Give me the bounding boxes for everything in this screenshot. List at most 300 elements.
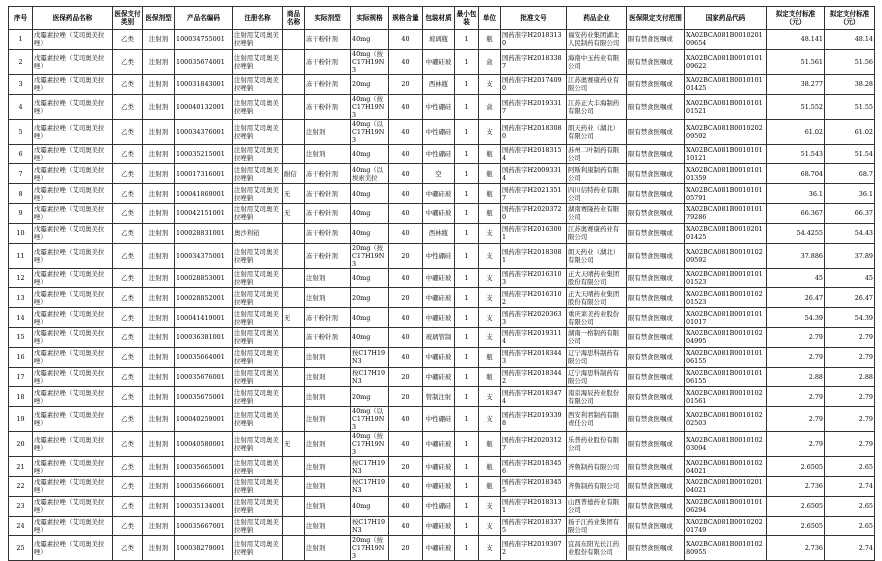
table-cell: 国药准字H20193114 xyxy=(501,327,567,347)
table-cell: 管制注射 xyxy=(423,387,455,407)
table-cell: 100035674001 xyxy=(175,49,233,74)
table-cell: 注射剂 xyxy=(305,516,351,536)
table-cell: 2.6505 xyxy=(767,496,825,516)
column-header: 最小包装 xyxy=(455,7,479,30)
table-cell: 37.886 xyxy=(767,243,825,268)
column-header: 包装材质 xyxy=(423,7,455,30)
table-cell: 支 xyxy=(479,407,501,432)
table-cell: 注射用艾司奥美拉唑钠 xyxy=(233,94,283,119)
table-cell: 2 xyxy=(9,49,33,74)
table-cell: 注射用艾司奥美拉唑钠 xyxy=(233,30,283,50)
table-cell: 66.37 xyxy=(825,203,875,223)
table-cell: 注射用艾司奥美拉唑钠 xyxy=(233,288,283,308)
table-cell xyxy=(283,268,305,288)
table-cell: 1 xyxy=(455,476,479,496)
table-cell: XA02BCA081B0010101 10121 xyxy=(685,144,767,164)
table-cell: XA02BCA081B0010101 05791 xyxy=(685,184,767,204)
table-cell: 四川信特药业有限公司 xyxy=(567,184,627,204)
table-cell: 辽宁海思科制药有限公司 xyxy=(567,347,627,367)
table-cell xyxy=(283,243,305,268)
table-cell: 100040259001 xyxy=(175,407,233,432)
table-cell: 瓶 xyxy=(479,144,501,164)
table-cell: 20mg xyxy=(351,74,389,94)
table-cell: 限有禁食医嘱或 xyxy=(627,432,685,457)
table-cell: 100028853001 xyxy=(175,268,233,288)
table-cell: 注射剂 xyxy=(143,308,175,328)
table-cell: 40 xyxy=(389,119,423,144)
table-cell: 注射用艾司奥美拉唑钠 xyxy=(233,184,283,204)
table-cell: 空 xyxy=(423,164,455,184)
table-cell: 注射剂 xyxy=(143,164,175,184)
table-cell: 冻干粉针剂 xyxy=(305,243,351,268)
table-cell: 48.141 xyxy=(767,30,825,50)
table-cell: 100031843001 xyxy=(175,74,233,94)
table-cell: 戊霉素拉唑（艾司奥美拉唑） xyxy=(33,49,113,74)
table-cell: 注射剂 xyxy=(305,457,351,477)
table-cell: 2.88 xyxy=(767,367,825,387)
table-cell: 51.54 xyxy=(825,144,875,164)
table-cell: 玻璃瓶 xyxy=(423,30,455,50)
table-cell: 1 xyxy=(455,327,479,347)
column-header: 序号 xyxy=(9,7,33,30)
table-cell: 注射剂 xyxy=(305,268,351,288)
table-row xyxy=(9,94,875,119)
table-cell: XA02BCA081B0010101 01521 xyxy=(685,94,767,119)
table-cell: 戊霉素拉唑（艾司奥美拉唑） xyxy=(33,30,113,50)
table-cell: 100035675001 xyxy=(175,387,233,407)
table-cell: 注射剂 xyxy=(305,144,351,164)
table-cell xyxy=(283,496,305,516)
table-cell: 注射用艾司奥美拉唑钠 xyxy=(233,496,283,516)
table-cell: 国药准字H20163103 xyxy=(501,268,567,288)
table-cell: 无 xyxy=(283,203,305,223)
table-cell: 无 xyxy=(283,184,305,204)
table-cell: 40 xyxy=(389,144,423,164)
table-cell: 1 xyxy=(455,74,479,94)
table-cell: 西林瓶 xyxy=(423,223,455,243)
table-cell: 注射用艾司奥美拉唑钠 xyxy=(233,119,283,144)
table-cell: 61.02 xyxy=(767,119,825,144)
table-cell: 66.367 xyxy=(767,203,825,223)
table-cell: 支 xyxy=(479,308,501,328)
table-cell: 40mg xyxy=(351,203,389,223)
column-header: 单位 xyxy=(479,7,501,30)
table-cell: 江苏奥赛康药业有限公司 xyxy=(567,74,627,94)
table-cell: 戊霉素拉唑（艾司奥美拉唑） xyxy=(33,74,113,94)
table-cell: 1 xyxy=(455,119,479,144)
table-cell: 国药准字H20183131 xyxy=(501,496,567,516)
table-cell: 40mg xyxy=(351,184,389,204)
table-cell: 中性硼硅 xyxy=(423,496,455,516)
table-cell: 40mg xyxy=(351,308,389,328)
table-cell: 中性硼硅 xyxy=(423,144,455,164)
table-cell: 1 xyxy=(455,387,479,407)
table-cell: 40mg（按C17H19N3 xyxy=(351,432,389,457)
table-cell: XA02BCA081B0010102 01561 xyxy=(685,387,767,407)
table-row xyxy=(9,347,875,367)
table-cell: 国药准字H20183081 xyxy=(501,243,567,268)
table-cell: 20mg xyxy=(351,387,389,407)
table-cell: 戊霉素拉唑（艾司奥美拉唑） xyxy=(33,223,113,243)
table-cell: 40mg（以C17H19N3 xyxy=(351,407,389,432)
table-row xyxy=(9,387,875,407)
table-cell: 注射用艾司奥美拉唑钠 xyxy=(233,308,283,328)
table-cell: 冻干粉针剂 xyxy=(305,164,351,184)
table-cell: 2.79 xyxy=(767,347,825,367)
table-cell xyxy=(283,30,305,50)
table-cell: 100028852001 xyxy=(175,288,233,308)
table-cell: 54.39 xyxy=(825,308,875,328)
table-cell: 20 xyxy=(389,74,423,94)
table-cell: 40 xyxy=(389,432,423,457)
table-cell: 戊霉素拉唑（艾司奥美拉唑） xyxy=(33,347,113,367)
table-cell: 冻干粉针剂 xyxy=(305,30,351,50)
table-cell: 国药准字H20183456 xyxy=(501,457,567,477)
table-cell: 40 xyxy=(389,308,423,328)
table-cell: XA02BCA081B0010102 04995 xyxy=(685,327,767,347)
table-cell: 100035667001 xyxy=(175,516,233,536)
table-cell: 68.704 xyxy=(767,164,825,184)
table-cell xyxy=(283,407,305,432)
table-cell: 国药准字H20163001 xyxy=(501,223,567,243)
table-cell: 1 xyxy=(455,516,479,536)
table-cell: 20mg（按C17H19N3 xyxy=(351,243,389,268)
table-cell: 2.79 xyxy=(825,347,875,367)
table-cell: 支 xyxy=(479,496,501,516)
column-header: 拟定支付标准（元） xyxy=(767,7,825,30)
table-cell: 国药准字H20183130 xyxy=(501,30,567,50)
table-cell: 40 xyxy=(389,184,423,204)
table-cell: 限有禁食医嘱或 xyxy=(627,243,685,268)
table-cell: 南京海辰药业股份有限公司 xyxy=(567,387,627,407)
table-cell: 戊霉素拉唑（艾司奥美拉唑） xyxy=(33,243,113,268)
table-row xyxy=(9,288,875,308)
table-row xyxy=(9,74,875,94)
table-cell: XA02BCA081B0010101 01523 xyxy=(685,268,767,288)
table-cell xyxy=(283,223,305,243)
table-cell: 注射剂 xyxy=(143,144,175,164)
table-cell: 2.6505 xyxy=(767,516,825,536)
table-cell: 国药准字H20203127 xyxy=(501,432,567,457)
table-cell: 限有禁食医嘱或 xyxy=(627,476,685,496)
table-cell: 17 xyxy=(9,367,33,387)
table-cell: 支 xyxy=(479,268,501,288)
table-cell: 戊霉素拉唑（艾司奥美拉唑） xyxy=(33,327,113,347)
table-cell: XA02BCA081B0010102 09592 xyxy=(685,243,767,268)
table-cell: 国药准字H20183443 xyxy=(501,347,567,367)
table-cell xyxy=(283,288,305,308)
table-cell: 40 xyxy=(389,516,423,536)
table-cell: 国药准字H20183375 xyxy=(501,516,567,536)
table-cell: 40 xyxy=(389,327,423,347)
table-cell: 戊霉素拉唑（艾司奥美拉唑） xyxy=(33,119,113,144)
table-cell: 54.39 xyxy=(767,308,825,328)
table-cell: 16 xyxy=(9,347,33,367)
table-cell: 中硼硅玻 xyxy=(423,516,455,536)
table-cell: 按C17H19N3 xyxy=(351,367,389,387)
table-cell: 1 xyxy=(455,30,479,50)
table-cell: 注射剂 xyxy=(143,496,175,516)
table-cell: 限有禁食医嘱或 xyxy=(627,387,685,407)
table-cell: 14 xyxy=(9,308,33,328)
table-cell: 戊霉素拉唑（艾司奥美拉唑） xyxy=(33,203,113,223)
table-cell: 51.543 xyxy=(767,144,825,164)
table-cell: 40mg xyxy=(351,268,389,288)
table-cell: 国药准字H20203633 xyxy=(501,308,567,328)
table-cell: 福安药业集团湖北人民制药有限公司 xyxy=(567,30,627,50)
table-cell: 40mg（按C17H19N3 xyxy=(351,49,389,74)
table-cell: 1 xyxy=(455,49,479,74)
table-cell: 注射用艾司奥美拉唑钠 xyxy=(233,516,283,536)
table-cell: 瓶 xyxy=(479,457,501,477)
table-cell: 无 xyxy=(283,432,305,457)
table-cell: 38.28 xyxy=(825,74,875,94)
table-cell: 注射用艾司奥美拉唑钠 xyxy=(233,457,283,477)
table-cell: 26.47 xyxy=(767,288,825,308)
table-cell: 8 xyxy=(9,184,33,204)
table-cell: 戊霉素拉唑（艾司奥美拉唑） xyxy=(33,184,113,204)
table-cell: 戊霉素拉唑（艾司奥美拉唑） xyxy=(33,496,113,516)
table-cell: 注射剂 xyxy=(143,268,175,288)
table-cell: 100036381001 xyxy=(175,327,233,347)
table-cell: 20 xyxy=(389,243,423,268)
table-cell: 限有禁食医嘱或 xyxy=(627,164,685,184)
table-cell: 限有禁食医嘱或 xyxy=(627,223,685,243)
column-header: 国家药品代码 xyxy=(685,7,767,30)
table-cell: 中硼硅玻 xyxy=(423,308,455,328)
table-cell: 2.79 xyxy=(825,327,875,347)
table-cell: 支 xyxy=(479,327,501,347)
table-cell: 100040132001 xyxy=(175,94,233,119)
table-cell: 国药准字H20193072 xyxy=(501,536,567,561)
table-cell: 2.65 xyxy=(825,516,875,536)
table-cell: 注射剂 xyxy=(143,387,175,407)
table-cell: 山西普德药业有限公司 xyxy=(567,496,627,516)
table-cell: 冻干粉针剂 xyxy=(305,49,351,74)
table-cell: 湖南赛隆药业有限公司 xyxy=(567,203,627,223)
table-cell: 国药准字H20174090 xyxy=(501,74,567,94)
table-cell: 20mg（按C17H19N3 xyxy=(351,536,389,561)
table-cell: 国药准字H20183474 xyxy=(501,387,567,407)
table-cell: 朗天药业（湖北）有限公司 xyxy=(567,119,627,144)
table-cell: 注射剂 xyxy=(143,327,175,347)
table-cell: 限有禁食医嘱或 xyxy=(627,203,685,223)
table-cell: 20mg xyxy=(351,288,389,308)
table-cell: 40mg xyxy=(351,496,389,516)
table-cell: 36.1 xyxy=(825,184,875,204)
table-cell: 齐鲁制药有限公司 xyxy=(567,457,627,477)
table-cell: 中硼硅玻 xyxy=(423,432,455,457)
table-cell: 乙类 xyxy=(113,476,143,496)
table-cell: 戊霉素拉唑（艾司奥美拉唑） xyxy=(33,476,113,496)
table-cell: 西林瓶 xyxy=(423,74,455,94)
table-cell: 40 xyxy=(389,496,423,516)
table-cell xyxy=(283,457,305,477)
column-header: 医保限定支付范围 xyxy=(627,7,685,30)
table-cell: 20 xyxy=(389,536,423,561)
table-cell: 江苏奥赛康药业有限公司 xyxy=(567,223,627,243)
table-cell: 耐信 xyxy=(283,164,305,184)
column-header: 规格含量 xyxy=(389,7,423,30)
table-cell: 注射剂 xyxy=(143,516,175,536)
table-cell: 瓶 xyxy=(479,367,501,387)
table-cell: 中硼硅玻 xyxy=(423,536,455,561)
table-cell: 25 xyxy=(9,536,33,561)
column-header: 医保剂型 xyxy=(143,7,175,30)
table-cell: XA02BCA081B0010101 01359 xyxy=(685,164,767,184)
table-cell: XA02BCA081B0010201 01425 xyxy=(685,223,767,243)
table-cell: 限有禁食医嘱或 xyxy=(627,184,685,204)
table-cell: 3 xyxy=(9,74,33,94)
table-cell: 注射剂 xyxy=(143,476,175,496)
table-cell: 国药准字H20163102 xyxy=(501,288,567,308)
table-cell: 20 xyxy=(389,367,423,387)
column-header: 拟定支付标准（元） xyxy=(825,7,875,30)
table-cell: 冻干粉针剂 xyxy=(305,327,351,347)
table-cell: 40mg（以C17H19N3 xyxy=(351,119,389,144)
table-cell: 40mg（以埃索美拉 xyxy=(351,164,389,184)
column-header: 药品企业 xyxy=(567,7,627,30)
table-cell: 1 xyxy=(455,432,479,457)
table-cell: 按C17H19N3 xyxy=(351,347,389,367)
table-cell: 注射用艾司奥美拉唑钠 xyxy=(233,203,283,223)
table-cell: 瓶 xyxy=(479,30,501,50)
table-cell: 注射剂 xyxy=(305,288,351,308)
table-cell: 限有禁食医嘱或 xyxy=(627,457,685,477)
table-cell: 26.47 xyxy=(825,288,875,308)
table-cell: 1 xyxy=(455,347,479,367)
table-cell: 23 xyxy=(9,496,33,516)
table-cell: 乙类 xyxy=(113,268,143,288)
table-cell: 40mg xyxy=(351,144,389,164)
table-cell: 1 xyxy=(455,288,479,308)
table-cell: 68.7 xyxy=(825,164,875,184)
table-cell: XA02BCA081B0010101 06155 xyxy=(685,367,767,387)
table-cell: 支 xyxy=(479,243,501,268)
table-cell: 限有禁食医嘱或 xyxy=(627,144,685,164)
table-cell: 乙类 xyxy=(113,516,143,536)
table-cell: 正大天晴药业集团股份有限公司 xyxy=(567,288,627,308)
table-cell: 乙类 xyxy=(113,94,143,119)
table-cell: 限有禁食医嘱或 xyxy=(627,516,685,536)
table-cell: 奥沙利铂 xyxy=(233,223,283,243)
table-cell: 2.65 xyxy=(825,457,875,477)
table-cell: 1 xyxy=(455,223,479,243)
table-cell: 45 xyxy=(825,268,875,288)
table-cell: 海南中玉药业有限公司 xyxy=(567,49,627,74)
table-cell: 乙类 xyxy=(113,347,143,367)
table-cell: 戊霉素拉唑（艾司奥美拉唑） xyxy=(33,407,113,432)
table-cell: 支 xyxy=(479,288,501,308)
table-cell: 40mg xyxy=(351,223,389,243)
table-cell: 1 xyxy=(455,94,479,119)
table-cell: 20 xyxy=(9,432,33,457)
table-cell: 注射用艾司奥美拉唑钠 xyxy=(233,387,283,407)
table-cell: 1 xyxy=(455,268,479,288)
table-cell: 中硼硅玻 xyxy=(423,457,455,477)
table-cell: 注射用艾司奥美拉唑钠 xyxy=(233,407,283,432)
table-cell: 注射剂 xyxy=(143,432,175,457)
table-cell: 支 xyxy=(479,119,501,144)
table-cell: 100035666001 xyxy=(175,476,233,496)
column-header: 医保药品名称 xyxy=(33,7,113,30)
table-cell: 1 xyxy=(455,308,479,328)
table-cell: 22 xyxy=(9,476,33,496)
table-cell: 国药准字H20183154 xyxy=(501,144,567,164)
table-cell: 国药准字H20213517 xyxy=(501,184,567,204)
table-cell: XA02BCA081B0010102 04021 xyxy=(685,457,767,477)
table-cell: 乙类 xyxy=(113,30,143,50)
table-header-row xyxy=(9,7,875,30)
table-cell: 支 xyxy=(479,536,501,561)
table-cell: 支 xyxy=(479,223,501,243)
table-cell: 注射剂 xyxy=(143,74,175,94)
table-cell: 乙类 xyxy=(113,457,143,477)
table-cell: XA02BCA081B0010101 79286 xyxy=(685,203,767,223)
table-cell: 乙类 xyxy=(113,74,143,94)
table-cell: 乙类 xyxy=(113,144,143,164)
column-header: 实际剂型 xyxy=(305,7,351,30)
table-cell: 注射用艾司奥美拉唑钠 xyxy=(233,74,283,94)
table-cell: 限有禁食医嘱或 xyxy=(627,49,685,74)
table-cell: 辽宁海思科制药有限公司 xyxy=(567,367,627,387)
table-cell: 盒 xyxy=(479,94,501,119)
table-cell: 2.6505 xyxy=(767,457,825,477)
table-cell: 中硼硅玻 xyxy=(423,184,455,204)
table-cell: 中硼硅玻 xyxy=(423,476,455,496)
column-header: 商品名称 xyxy=(283,7,305,30)
table-cell: 国药准字H20183455 xyxy=(501,476,567,496)
table-cell: 限有禁食医嘱或 xyxy=(627,74,685,94)
table-cell: 20 xyxy=(389,457,423,477)
table-cell: 乙类 xyxy=(113,387,143,407)
column-header: 医保支付类别 xyxy=(113,7,143,30)
table-cell: 戊霉素拉唑（艾司奥美拉唑） xyxy=(33,308,113,328)
table-cell: 1 xyxy=(455,367,479,387)
table-cell: 注射用艾司奥美拉唑钠 xyxy=(233,432,283,457)
table-cell: 100035664001 xyxy=(175,347,233,367)
table-cell: 乙类 xyxy=(113,119,143,144)
table-cell: 注射剂 xyxy=(305,432,351,457)
table-cell: 1 xyxy=(455,144,479,164)
table-cell: 40mg xyxy=(351,30,389,50)
table-row xyxy=(9,327,875,347)
table-cell: XA02BCA081B0010101 06294 xyxy=(685,496,767,516)
table-cell: 2.79 xyxy=(825,432,875,457)
table-cell: 冻干粉针剂 xyxy=(305,74,351,94)
table-cell: 限有禁食医嘱或 xyxy=(627,268,685,288)
table-row xyxy=(9,367,875,387)
table-row xyxy=(9,536,875,561)
table-row xyxy=(9,164,875,184)
table-cell: 注射用艾司奥美拉唑钠 xyxy=(233,164,283,184)
table-cell: 戊霉素拉唑（艾司奥美拉唑） xyxy=(33,432,113,457)
column-header: 注册名称 xyxy=(233,7,283,30)
table-cell: 注射剂 xyxy=(305,536,351,561)
table-cell xyxy=(283,94,305,119)
table-cell: 4 xyxy=(9,94,33,119)
table-cell: 2.74 xyxy=(825,536,875,561)
table-cell: 中性硼硅 xyxy=(423,94,455,119)
table-cell: 按C17H19N3 xyxy=(351,457,389,477)
table-row xyxy=(9,119,875,144)
table-cell: 注射剂 xyxy=(143,94,175,119)
table-cell: 乐普药业股份有限公司 xyxy=(567,432,627,457)
table-cell: 40 xyxy=(389,268,423,288)
table-cell: 冻干粉针剂 xyxy=(305,308,351,328)
table-cell: 中硼硅玻 xyxy=(423,49,455,74)
table-cell: 按C17H19N3 xyxy=(351,516,389,536)
